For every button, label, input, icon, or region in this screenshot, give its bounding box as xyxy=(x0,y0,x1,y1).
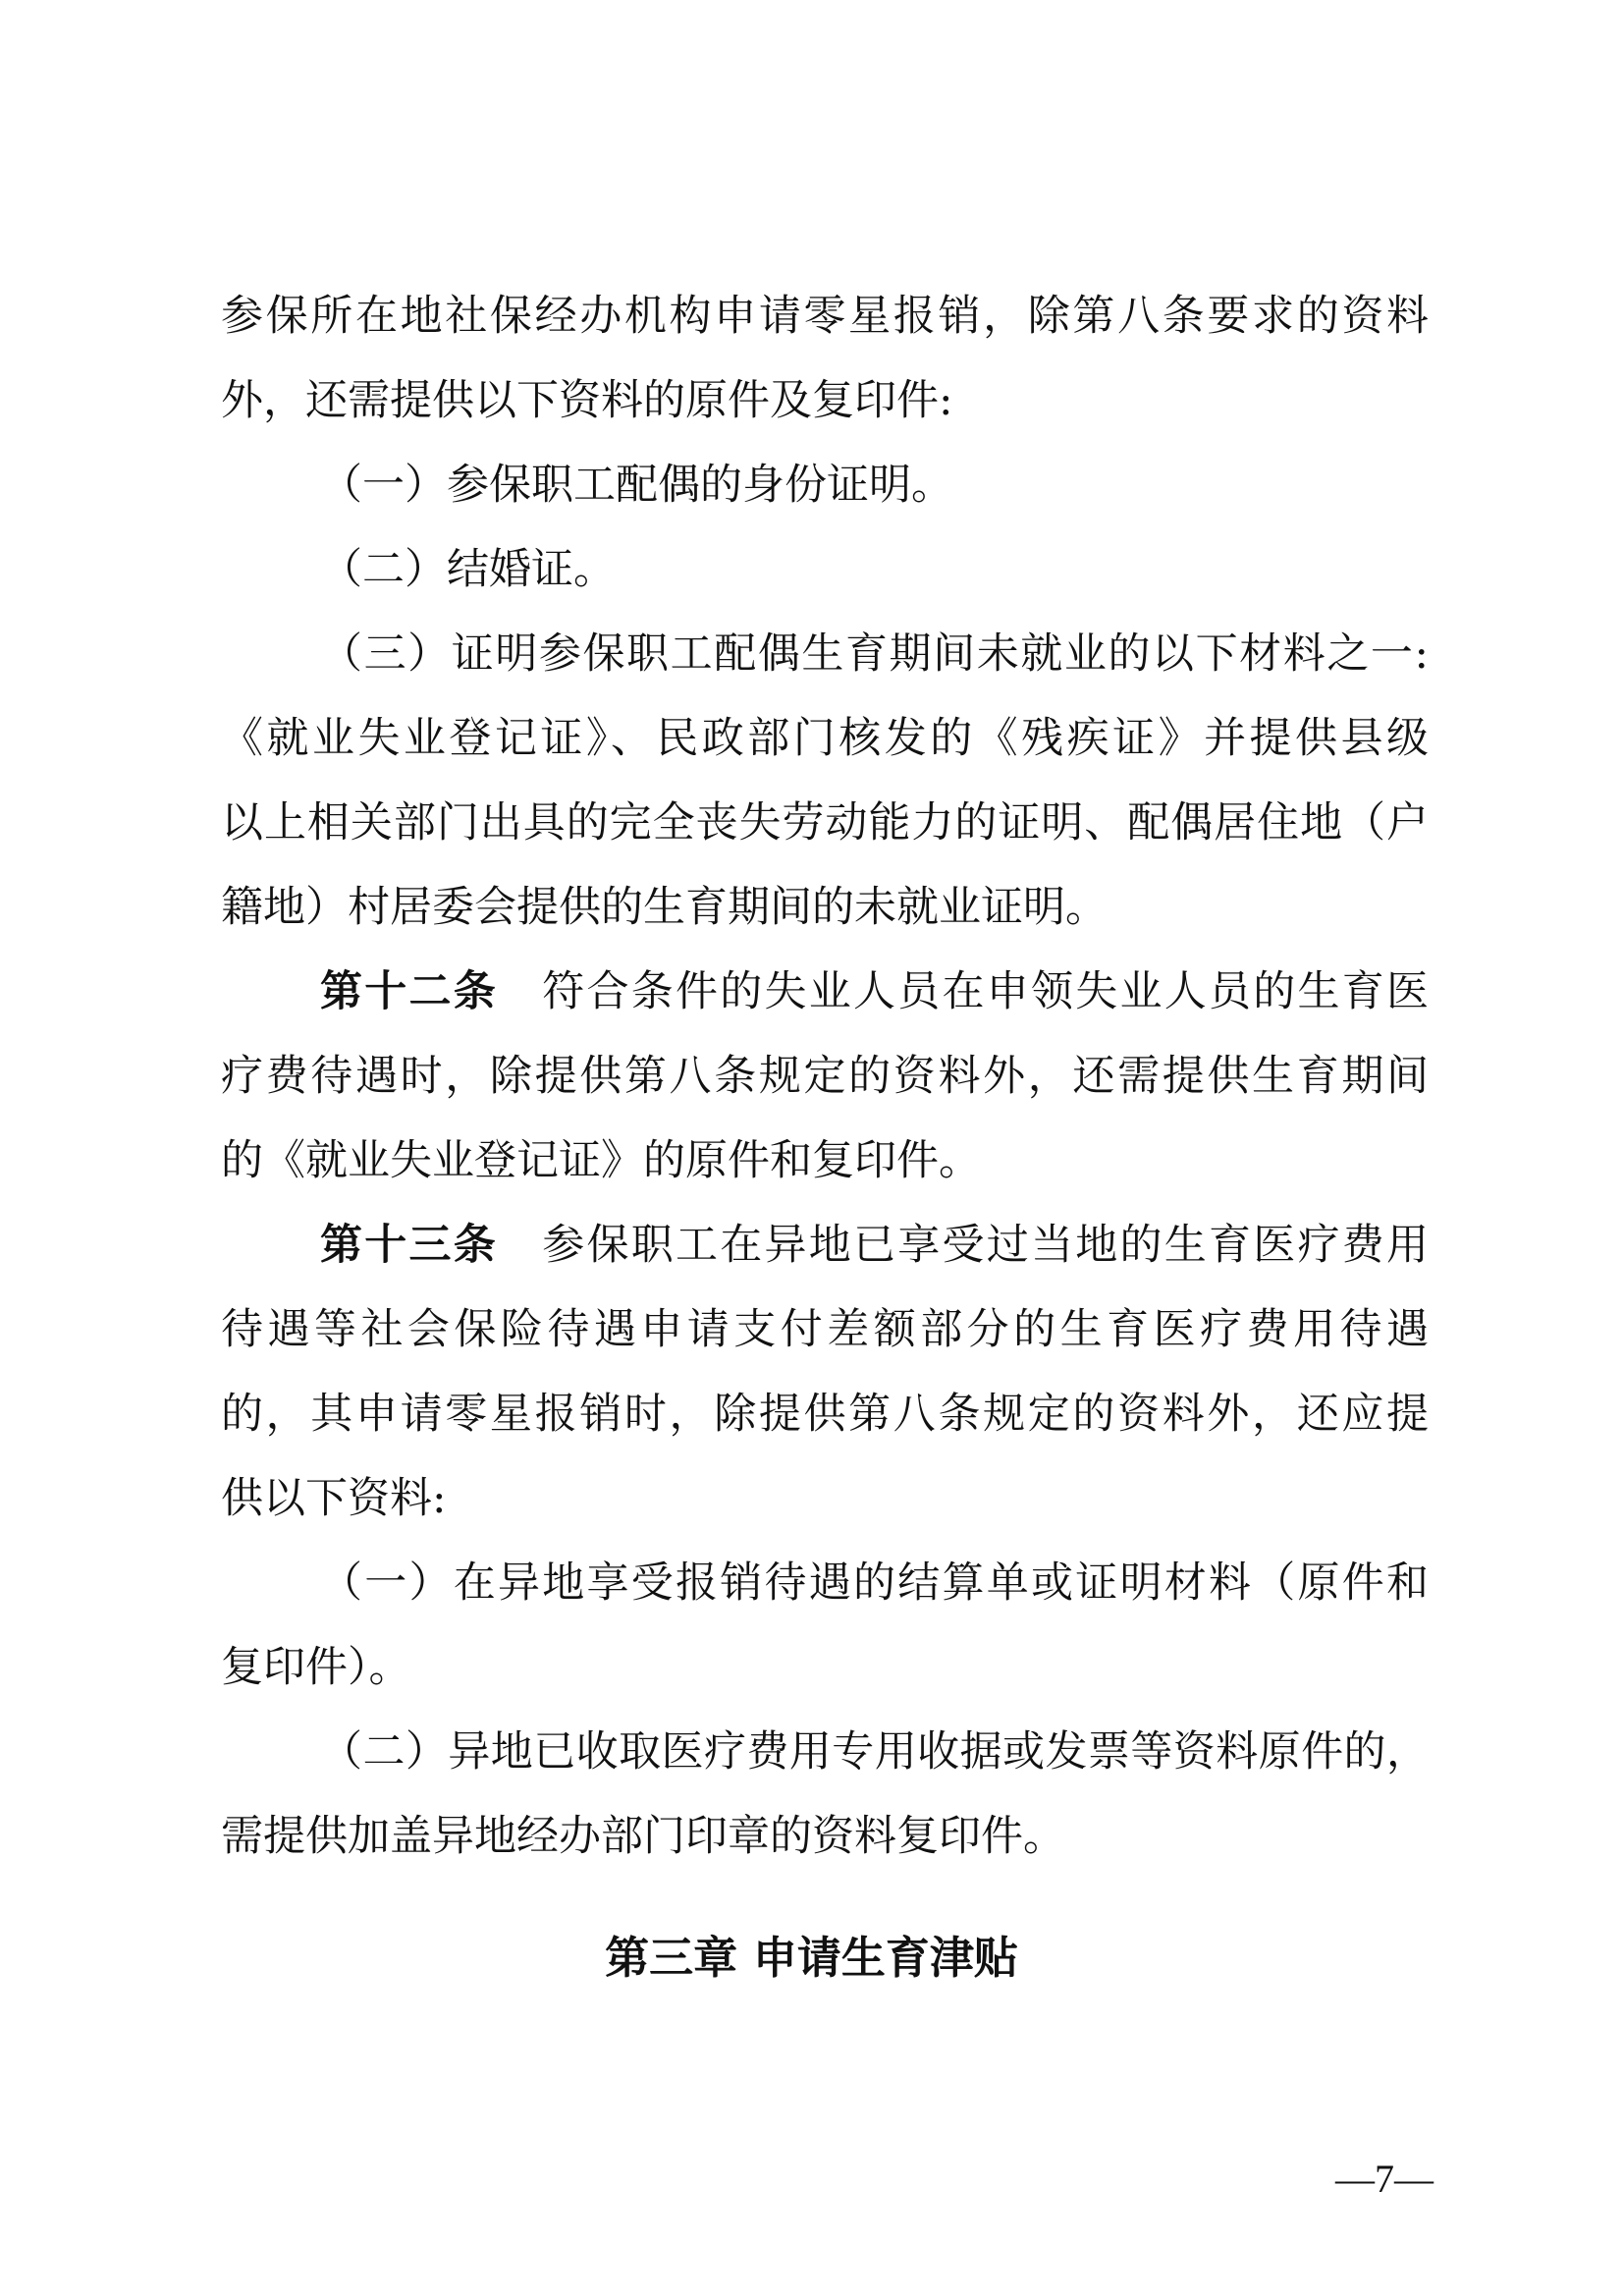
chapter-heading: 第三章 申请生育津贴 xyxy=(605,1932,1018,1984)
page-number: —7— xyxy=(1335,2157,1434,2201)
text-line-1: 参保所在地社保经办机构申请零星报销，除第八条要求的资料 xyxy=(221,292,1429,341)
text-line-14: 的，其申请零星报销时，除提供第八条规定的资料外，还应提 xyxy=(221,1390,1429,1439)
text-line-11: 的《就业失业登记证》的原件和复印件。 xyxy=(221,1136,981,1185)
article-13-first-line xyxy=(320,1216,1429,1275)
list-item-unemployment-proof: （三）证明参保职工配偶生育期间未就业的以下材料之一: xyxy=(320,629,1429,679)
article-12-text: 符合条件的失业人员在申领失业人员的生育医 xyxy=(542,967,1429,1016)
text-line-19: 需提供加盖异地经办部门印章的资料复印件。 xyxy=(221,1812,1065,1861)
article-13-label: 第十三条 xyxy=(320,1221,498,1270)
list-item-receipt-originals: （二）异地已收取医疗费用专用收据或发票等资料原件的， xyxy=(320,1727,1429,1777)
text-line-17: 复印件）。 xyxy=(221,1643,411,1692)
text-line-2: 外，还需提供以下资料的原件及复印件: xyxy=(221,376,953,425)
list-item-spouse-id: （一）参保职工配偶的身份证明。 xyxy=(320,461,953,510)
article-13-text: 参保职工在异地已享受过当地的生育医疗费用 xyxy=(542,1221,1429,1270)
text-line-10: 疗费待遇时，除提供第八条规定的资料外，还需提供生育期间 xyxy=(221,1052,1429,1101)
text-line-13: 待遇等社会保险待遇申请支付差额部分的生育医疗费用待遇 xyxy=(221,1305,1429,1354)
text-line-7: 以上相关部门出具的完全丧失劳动能力的证明、配偶居住地（户 xyxy=(221,798,1429,847)
article-12-label: 第十二条 xyxy=(320,967,498,1016)
list-item-settlement-statement: （一）在异地享受报销待遇的结算单或证明材料（原件和 xyxy=(320,1558,1429,1608)
text-line-8: 籍地）村居委会提供的生育期间的未就业证明。 xyxy=(221,883,1108,932)
list-item-marriage-certificate: （二）结婚证。 xyxy=(320,545,616,594)
text-line-15: 供以下资料: xyxy=(221,1474,447,1523)
text-line-6: 《就业失业登记证》、民政部门核发的《残疾证》并提供县级 xyxy=(221,714,1429,763)
article-12-first-line xyxy=(320,962,1429,1021)
